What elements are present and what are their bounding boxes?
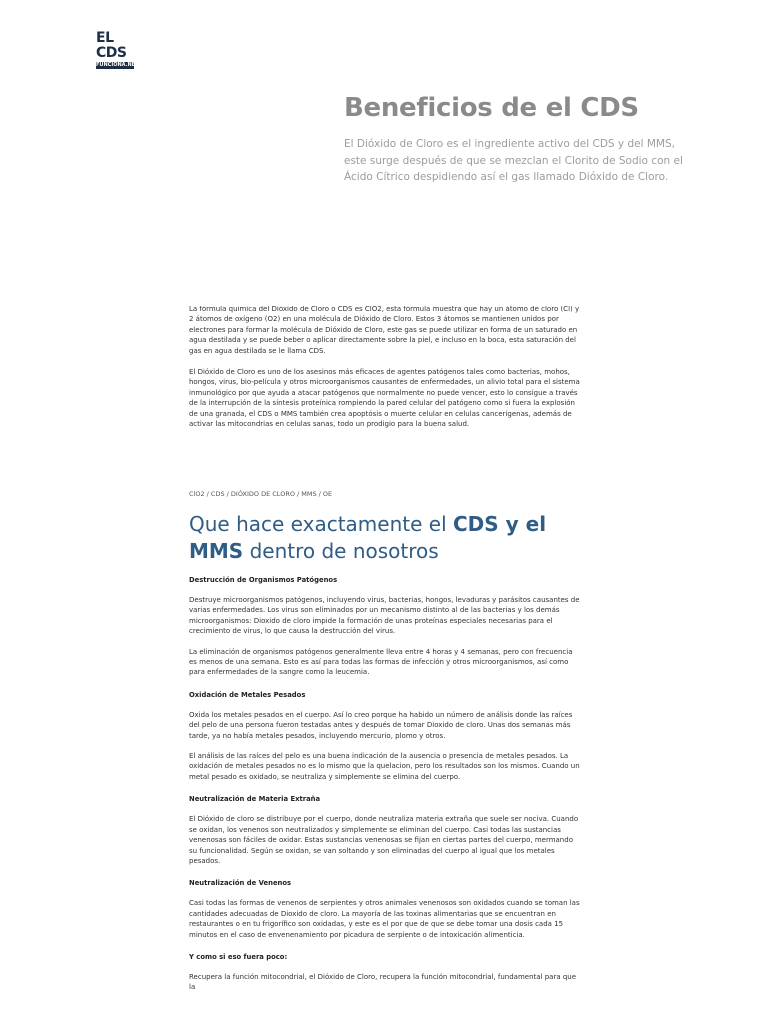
section-title [189, 511, 581, 565]
subheading-destruccion: Destrucción de Organismos Patógenos [189, 576, 338, 584]
section-title-part1: Que hace exactamente el [189, 512, 453, 536]
subheading-venenos: Neutralización de Venenos [189, 879, 292, 888]
intro-paragraph-2: El Dióxido de Cloro es uno de los asesinos más eficaces de agentes patógenos tales como bacterias, mohos, hongos, virus, bio-película y otros microorganismos causantes de enfermedades, un alivio total para el sistema inmunológico por que ayuda a atacar patógenos que normalmente no puede vencer, esto lo consigue a través de la interrupción de la síntesis proteínica rompiendo la pared celular del patógeno como si fuera la explosión de una granada, el CDS o MMS también crea apoptósis o muerte celular en celulas cancerígenas, además de activar las mitocondrias en celulas sanas, todo un prodigio para la buena salud. [189, 368, 580, 429]
article-tags[interactable]: ClO2 / CDS / DIÓXIDO DE CLORO / MMS / OE [189, 490, 333, 498]
paragraph-poco: Recupera la función mitocondrial, el Dióxido de Cloro, recupera la función mitocondrial, fundamental para que la [189, 972, 577, 992]
paragraph-oxidacion-1: Oxida los metales pesados en el cuerpo. Así lo creo porque ha habido un número de análisis donde las raíces del pelo de una persona fueron testadas antes y después de tomar Dioxido de cloro. Unas dos semanas más tarde, ya no había metales pesados, incluyendo mercurio, plomo y otros. [189, 710, 573, 740]
subheading-neutralizacion: Neutralización de Materia Extraña [189, 795, 321, 804]
subheading-oxidacion: Oxidación de Metales Pesados [189, 690, 306, 699]
intro-paragraph-1: La fórmula química del Dióxido de Cloro o CDS es ClO2, esta fórmula muestra que hay un átomo de cloro (Cl) y 2 átomos de oxígeno (O2) en una molécula de Dióxido de Cloro. Estos 3 átomos se mantienen unidos por electrones para formar la molécula de Dióxido de Cloro, este gas se puede utilizar en forma de un saturado en agua destilada y se puede beber o aplicar directamente sobre la piel, e incluso en la boca, esta saturación del gas en agua destilada se le llama CDS. [189, 306, 580, 355]
logo-text: EL CDS [96, 30, 127, 61]
logo-subtext: FUNCIONA.NET [96, 62, 139, 68]
site-logo[interactable] [96, 30, 139, 68]
paragraph-destruccion-1: Destruye microorganismos patógenos, incluyendo virus, bacterias, hongos, levaduras y parásitos causantes de varias enfermedades. Los virus son eliminados por un mecanismo distinto al de las bacterias y los demás microorganismos: Dioxido de cloro impide la formación de unas proteínas especiales necesarias para el crecimiento de virus, lo que causa la destrucción del virus. [189, 596, 580, 636]
hero-description: El Dióxido de Cloro es el ingrediente activo del CDS y del MMS, este surge después de que se mezclan el Clorito de Sodio con el Ácido Cítrico despidiendo así el gas llamado Dióxido de Cloro. [344, 138, 683, 183]
paragraph-destruccion-2: La eliminación de organismos patógenos generalmente lleva entre 4 horas y 4 semanas, pero con frecuencia es menos de una semana. Esto es así para todas las formas de infección y otros microorganismos, así como para enfermedades de la sangre como la leucemia. [189, 647, 573, 677]
paragraph-venenos: Casi todas las formas de venenos de serpientes y otros animales venenosos son oxidados cuando se toman las cantidades adecuadas de Dioxido de cloro. La mayoría de las toxinas alimentarias que se encuentran en restaurantes o en tu frigorífico son oxidadas, y este es el por que de que se debe tomar una dosis cada 15 minutos en el caso de envenenamiento por picadura de serpiente o de intoxicación alimenticia. [189, 899, 580, 939]
paragraph-neutralizacion: El Dióxido de cloro se distribuye por el cuerpo, donde neutraliza materia extraña que suele ser nociva. Cuando se oxidan, los venenos son neutralizados y simplemente se eliminan del cuerpo. Casi todas las sustancias venenosas son fáciles de oxidar. Estas sustancias venenosas se fijan en ciertas partes del cuerpo, mermando su funcionalidad. Según se oxidan, se van soltando y son eliminadas del cuerpo al igual que los metales pesados. [189, 815, 579, 865]
section-title-bold2: MMS [189, 539, 244, 563]
article-body [189, 306, 581, 1024]
subheading-poco: Y como si eso fuera poco: [189, 952, 288, 961]
intro-section [189, 306, 581, 446]
paragraph-oxidacion-2: El análisis de las raíces del pelo es una buena indicación de la ausencia o presencia de metales pesados. La oxidación de metales pesados no es lo mismo que la quelacion, pero los resultados son los mismos. Cuando un metal pesado es oxidado, se neutraliza y simplemente se elimina del cuerpo. [189, 752, 580, 781]
section-title-part2: dentro de nosotros [243, 539, 439, 563]
section-title-bold1: CDS y el [453, 512, 547, 536]
page-title: Beneficios de el CDS [344, 93, 639, 123]
